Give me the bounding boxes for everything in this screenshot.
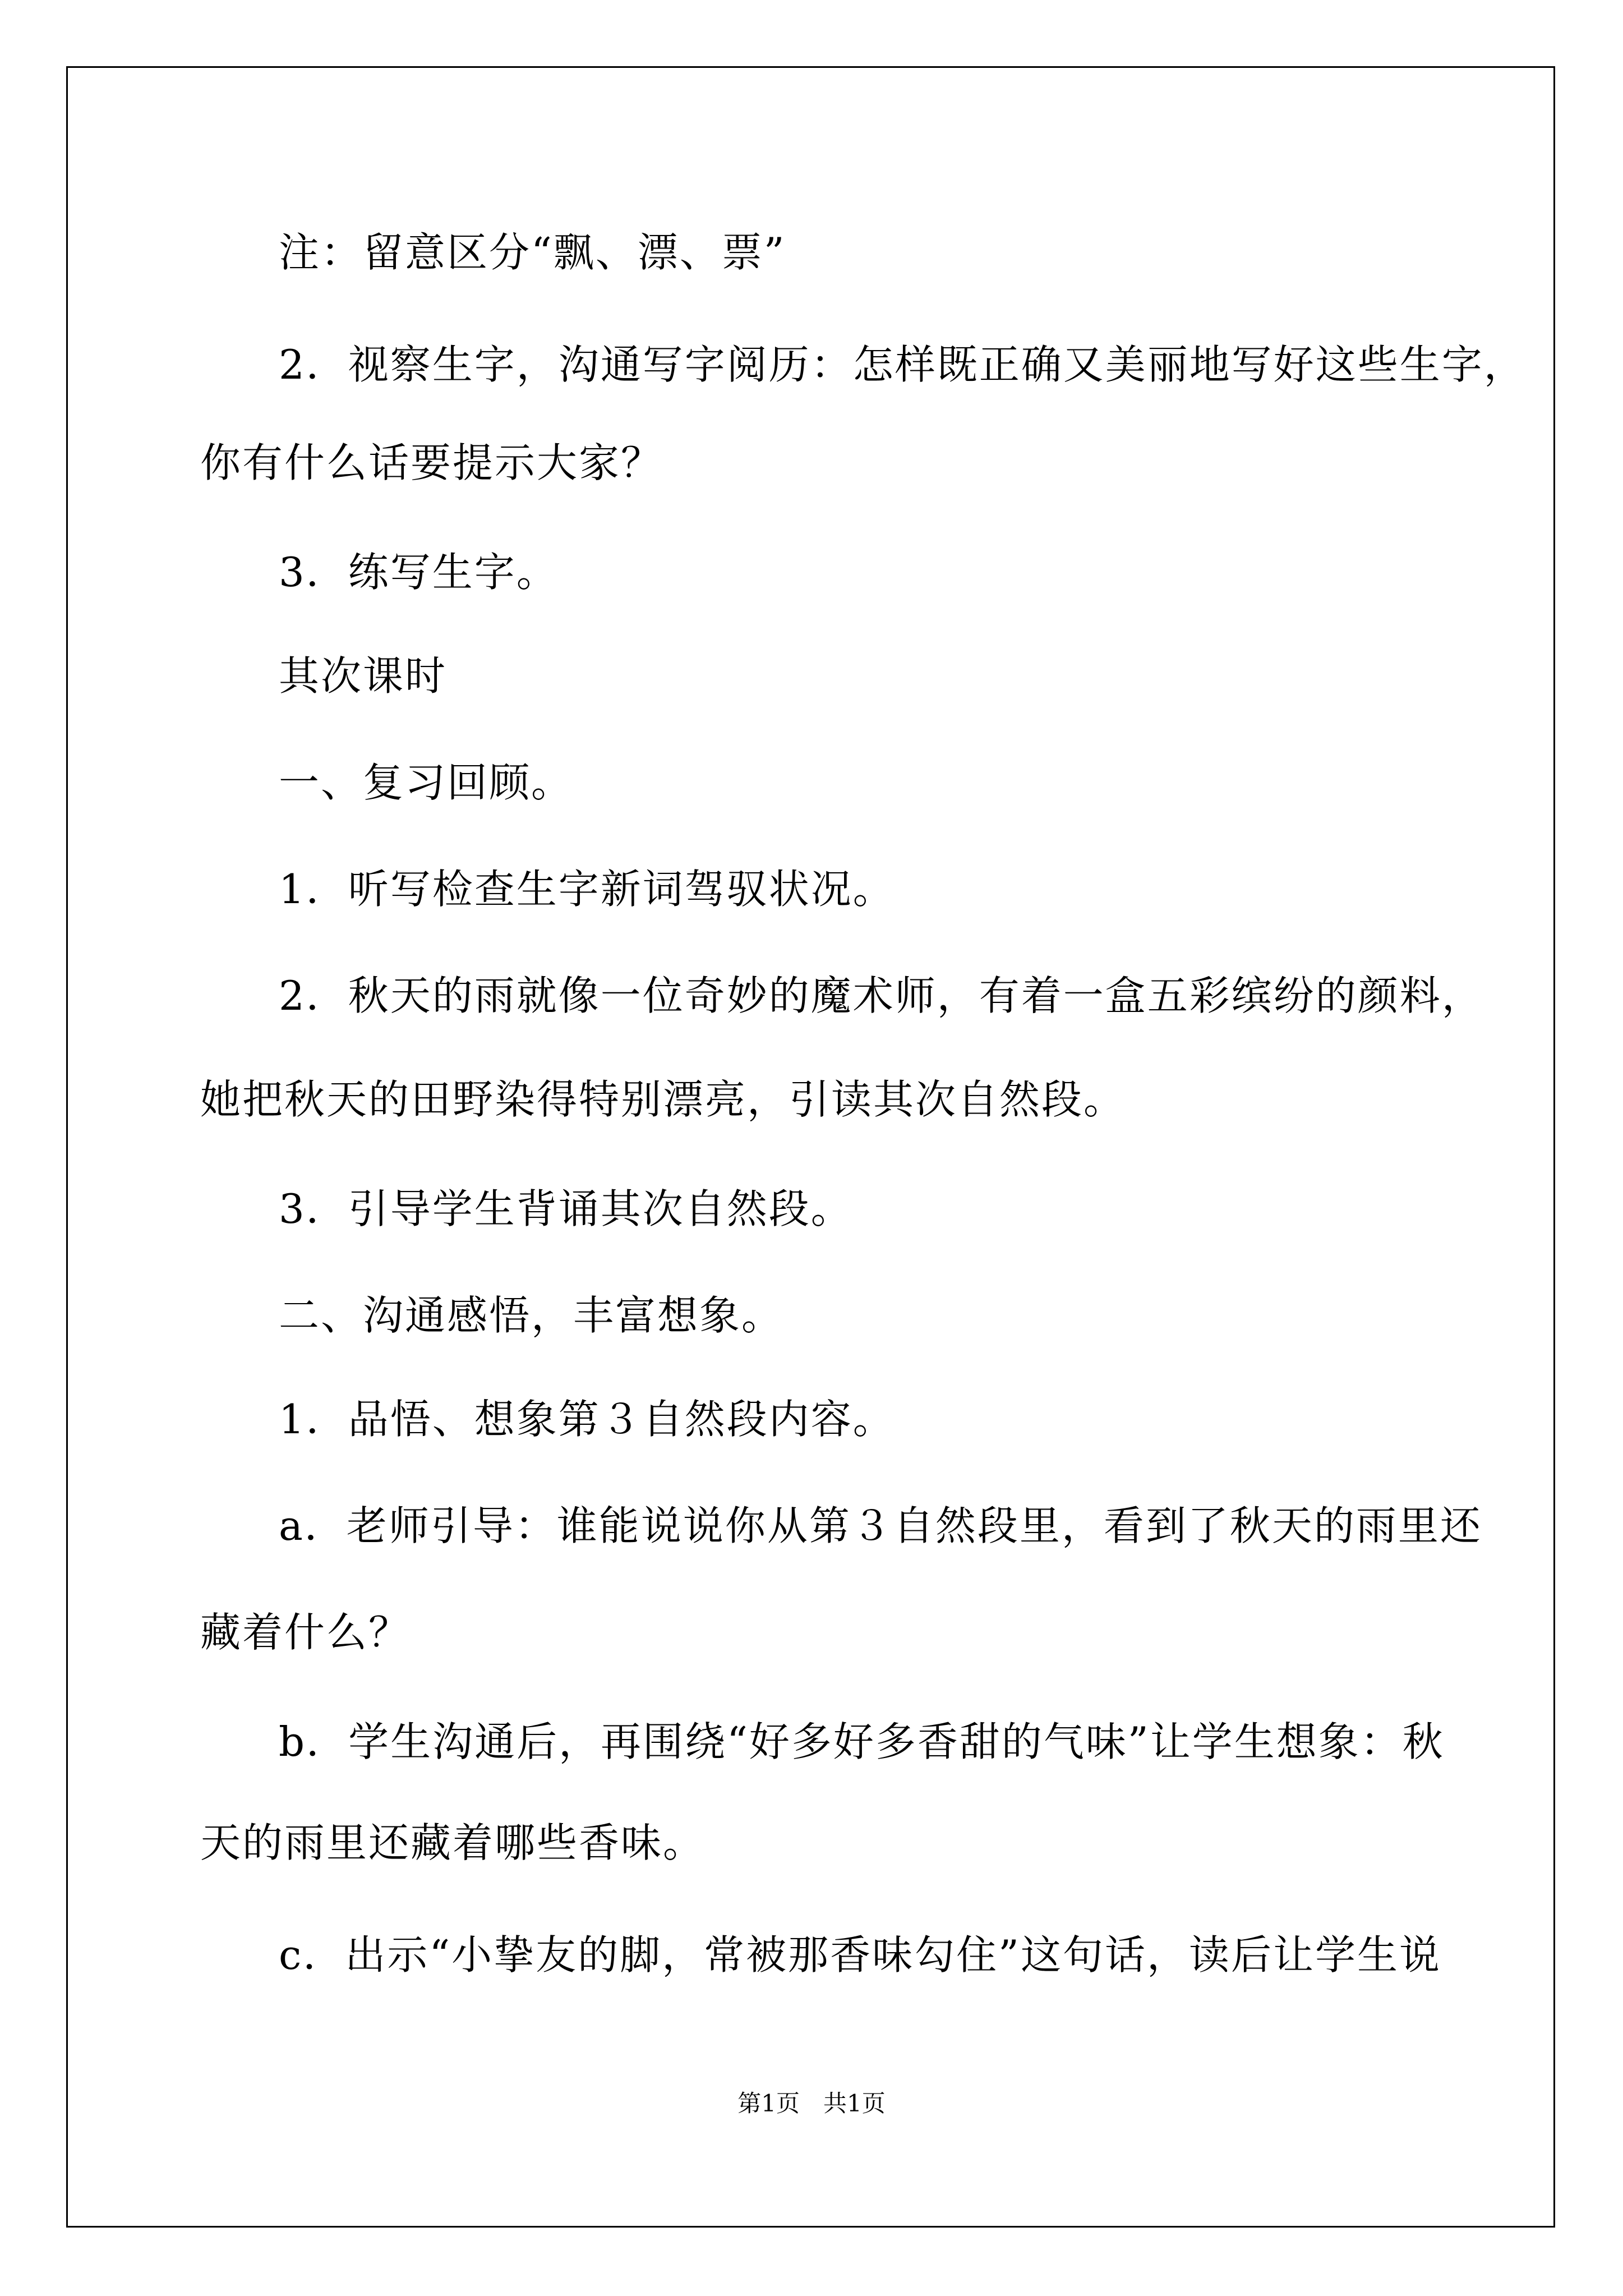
page-number-footer: 第1页 共1页 (737, 2090, 886, 2117)
text-line: a．老师引导：谁能说说你从第３自然段里，看到了秋天的雨里还 (279, 1502, 1482, 1549)
text-line: 2．秋天的雨就像一位奇妙的魔术师，有着一盒五彩缤纷的颜料， (279, 972, 1484, 1019)
section-heading: 二、沟通感悟，丰富想象。 (279, 1292, 784, 1339)
text-line: c．出示“小挚友的脚，常被那香味勾住”这句话，读后让学生说 (279, 1931, 1441, 1978)
text-line: b．学生沟通后，再围绕“好多好多香甜的气味”让学生想象：秋 (279, 1718, 1445, 1765)
section-heading: 一、复习回顾。 (279, 759, 574, 806)
text-line: 3．练写生字。 (279, 549, 559, 596)
text-line: 注：留意区分“飘、漂、票” (279, 229, 786, 276)
section-heading: 其次课时 (279, 652, 448, 700)
text-line: 1．品悟、想象第３自然段内容。 (279, 1396, 895, 1443)
page-border (66, 66, 1555, 2228)
text-line: 3．引导学生背诵其次自然段。 (279, 1185, 853, 1232)
text-line: 2．视察生字，沟通写字阅历：怎样既正确又美丽地写好这些生字， (279, 341, 1526, 388)
text-line: 藏着什么？ (200, 1609, 411, 1656)
text-line: 你有什么话要提示大家？ (200, 439, 663, 486)
text-line: 她把秋天的田野染得特别漂亮，引读其次自然段。 (200, 1076, 1126, 1123)
text-line: 1．听写检查生字新词驾驭状况。 (279, 866, 895, 913)
text-line: 天的雨里还藏着哪些香味。 (200, 1819, 706, 1866)
